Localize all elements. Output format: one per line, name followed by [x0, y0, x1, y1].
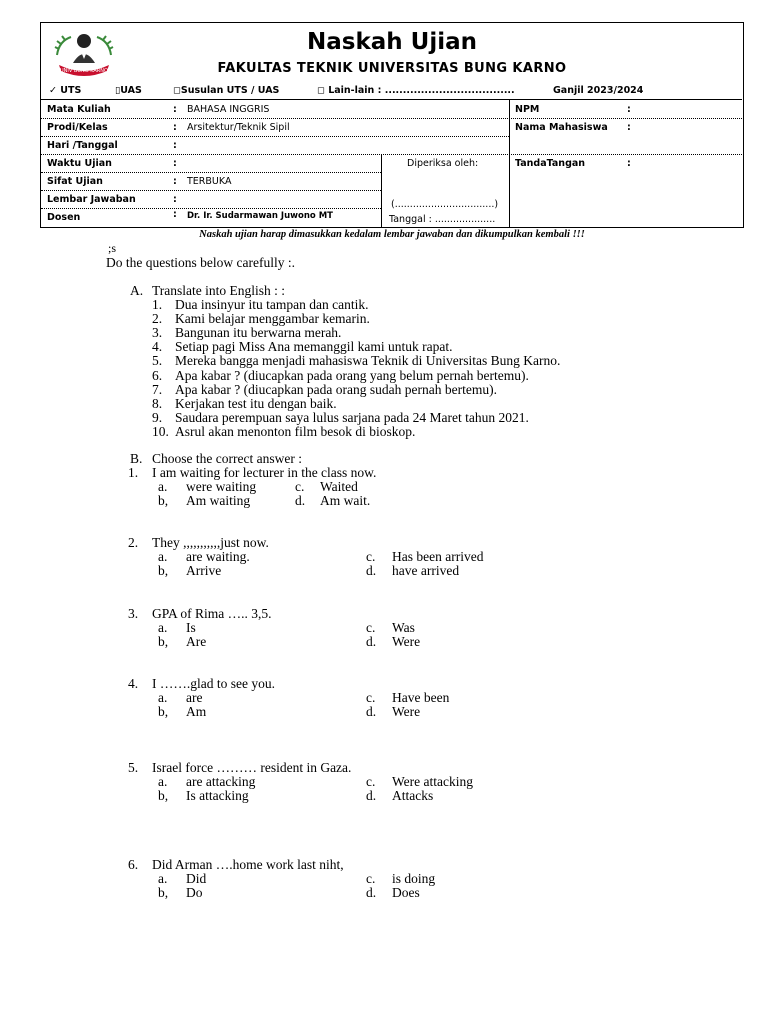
divider	[41, 154, 742, 155]
option-d-text: Does	[392, 885, 420, 900]
field-value-prodi: Arsitektur/Teknik Sipil	[187, 122, 290, 133]
option-c-marker: c.	[366, 620, 376, 635]
divider	[381, 154, 382, 227]
option-a-marker: a.	[158, 774, 168, 789]
question-number: 2.	[128, 535, 139, 550]
exam-header	[40, 22, 744, 228]
option-b-text: Is attacking	[186, 788, 249, 803]
divider	[509, 99, 510, 227]
checked-by-label: Diperiksa oleh:	[407, 158, 479, 169]
option-b-marker: b,	[158, 563, 169, 578]
divider	[41, 136, 509, 137]
divider	[41, 118, 742, 119]
section-a-title: Translate into English : :	[152, 283, 286, 298]
option-c-marker: c.	[366, 690, 376, 705]
stray-text: ;s	[108, 241, 117, 255]
option-d-marker: d.	[366, 563, 377, 578]
field-value-sifat: TERBUKA	[187, 176, 232, 187]
translate-item-number: 5.	[152, 353, 163, 369]
translate-item-text: Kerjakan test itu dengan baik.	[175, 395, 337, 411]
translate-item-number: 8.	[152, 395, 163, 411]
option-lain-lain: ◻ Lain-lain : ....................................	[317, 85, 515, 96]
option-a-text: are	[186, 690, 203, 705]
option-uas: ▯UAS	[115, 85, 142, 96]
option-a-text: Did	[186, 871, 207, 886]
translate-item-text: Setiap pagi Miss Ana memanggil kami untuk rapat.	[175, 339, 453, 355]
option-a-marker: a.	[158, 549, 168, 564]
field-colon: :	[173, 140, 177, 151]
option-c-text: Were attacking	[392, 774, 473, 789]
field-colon: :	[627, 158, 631, 169]
semester-label: Ganjil 2023/2024	[553, 85, 644, 96]
option-a-text: are waiting.	[186, 549, 250, 564]
option-b-text: Are	[186, 634, 207, 649]
translate-item-text: Kami belajar menggambar kemarin.	[175, 311, 370, 327]
question-text: They ,,,,,,,,,,,just now.	[152, 535, 269, 550]
field-colon: :	[627, 122, 631, 133]
field-label-dosen: Dosen	[47, 212, 81, 223]
option-c-marker: c.	[366, 549, 376, 564]
divider	[41, 190, 381, 191]
option-a-marker: a.	[158, 620, 168, 635]
option-b-marker: b,	[158, 493, 169, 508]
field-value-dosen: Dr. Ir. Sudarmawan Juwono MT	[187, 211, 333, 221]
translate-item-number: 4.	[152, 339, 163, 355]
submission-notice: Naskah ujian harap dimasukkan kedalam lembar jawaban dan dikumpulkan kembali !!!	[199, 229, 585, 240]
option-a-marker: a.	[158, 690, 168, 705]
option-c-text: is doing	[392, 871, 436, 886]
translate-item-text: Apa kabar ? (diucapkan pada orang yang belum pernah bertemu).	[175, 367, 529, 383]
student-name-label: Nama Mahasiswa	[515, 122, 608, 133]
field-colon: :	[173, 209, 177, 220]
option-b-text: Do	[186, 885, 203, 900]
option-c-marker: c.	[295, 479, 305, 494]
translate-item-text: Bangunan itu berwarna merah.	[175, 325, 342, 341]
translate-item-text: Asrul akan menonton film besok di bioskop.	[175, 423, 416, 439]
npm-label: NPM	[515, 104, 540, 115]
instruction: Do the questions below carefully :.	[106, 255, 295, 270]
section-b-marker: B.	[130, 451, 143, 466]
signature-label: TandaTangan	[515, 158, 586, 169]
option-d-text: Were	[392, 634, 421, 649]
option-b-text: Am waiting	[186, 493, 251, 508]
translate-item-number: 3.	[152, 325, 163, 341]
translate-item-text: Saudara perempuan saya lulus sarjana pada 24 Maret tahun 2021.	[175, 409, 529, 425]
translate-item-number: 9.	[152, 409, 163, 425]
translate-item-text: Dua insinyur itu tampan dan cantik.	[175, 297, 369, 312]
option-d-marker: d.	[366, 704, 377, 719]
option-a-text: were waiting	[186, 479, 257, 494]
option-b-text: Am	[186, 704, 207, 719]
question-text: Did Arman ….home work last niht,	[152, 857, 344, 872]
option-d-marker: d.	[366, 788, 377, 803]
translate-item-number: 6.	[152, 367, 163, 383]
question-number: 4.	[128, 676, 139, 691]
field-colon: :	[173, 158, 177, 169]
question-number: 3.	[128, 606, 139, 621]
translate-item-text: Mereka bangga menjadi mahasiswa Teknik di Universitas Bung Karno.	[175, 353, 561, 369]
question-number: 1.	[128, 465, 139, 480]
translate-item-number: 2.	[152, 311, 163, 327]
option-c-marker: c.	[366, 774, 376, 789]
divider	[41, 172, 381, 173]
checker-signature-line: (.................................)	[391, 199, 499, 210]
field-colon: :	[173, 104, 177, 115]
option-a-text: are attacking	[186, 774, 256, 789]
option-a-marker: a.	[158, 479, 168, 494]
option-b-marker: b,	[158, 885, 169, 900]
field-colon: :	[627, 104, 631, 115]
option-c-text: Has been arrived	[392, 549, 484, 564]
option-b-marker: b,	[158, 704, 169, 719]
question-text: I …….glad to see you.	[152, 676, 275, 691]
option-b-marker: b,	[158, 788, 169, 803]
translate-item-number: 10.	[152, 423, 169, 439]
svg-text:UNIV BUNG KARNO: UNIV BUNG KARNO	[60, 68, 108, 74]
divider	[41, 99, 742, 100]
question-text: I am waiting for lecturer in the class now.	[152, 465, 377, 480]
section-b-title: Choose the correct answer :	[152, 451, 302, 466]
option-a-marker: a.	[158, 871, 168, 886]
option-d-text: Am wait.	[320, 493, 371, 508]
question-text: GPA of Rima ….. 3,5.	[152, 606, 272, 621]
option-d-text: Attacks	[392, 788, 434, 803]
option-uts: ✓ UTS	[49, 85, 82, 96]
field-label-mata-kuliah: Mata Kuliah	[47, 104, 111, 115]
option-susulan: ◻Susulan UTS / UAS	[173, 85, 280, 96]
translate-item-number: 1.	[152, 297, 163, 312]
option-b-text: Arrive	[186, 563, 222, 578]
question-number: 5.	[128, 760, 139, 775]
divider	[41, 208, 381, 209]
option-a-text: Is	[186, 620, 196, 635]
option-c-text: Was	[392, 620, 415, 635]
option-c-text: Waited	[320, 479, 358, 494]
option-d-text: have arrived	[392, 563, 460, 578]
translate-item-text: Apa kabar ? (diucapkan pada orang sudah pernah bertemu).	[175, 381, 497, 397]
option-c-text: Have been	[392, 690, 450, 705]
field-value-mata-kuliah: BAHASA INGGRIS	[187, 104, 270, 115]
field-label-lembar: Lembar Jawaban	[47, 194, 136, 205]
option-d-marker: d.	[366, 885, 377, 900]
option-d-text: Were	[392, 704, 421, 719]
check-date: Tanggal : ....................	[389, 214, 496, 225]
field-label-prodi: Prodi/Kelas	[47, 122, 108, 133]
document-title: Naskah Ujian	[307, 29, 477, 55]
field-colon: :	[173, 122, 177, 133]
section-a-marker: A.	[130, 283, 144, 298]
option-d-marker: d.	[366, 634, 377, 649]
option-d-marker: d.	[295, 493, 306, 508]
field-colon: :	[173, 176, 177, 187]
field-label-waktu: Waktu Ujian	[47, 158, 112, 169]
question-number: 6.	[128, 857, 139, 872]
faculty-name: FAKULTAS TEKNIK UNIVERSITAS BUNG KARNO	[217, 61, 567, 76]
option-b-marker: b,	[158, 634, 169, 649]
field-label-sifat: Sifat Ujian	[47, 176, 103, 187]
field-label-hari: Hari /Tanggal	[47, 140, 118, 151]
question-text: Israel force ……… resident in Gaza.	[152, 760, 352, 775]
translate-item-number: 7.	[152, 381, 163, 397]
field-colon: :	[173, 194, 177, 205]
option-c-marker: c.	[366, 871, 376, 886]
